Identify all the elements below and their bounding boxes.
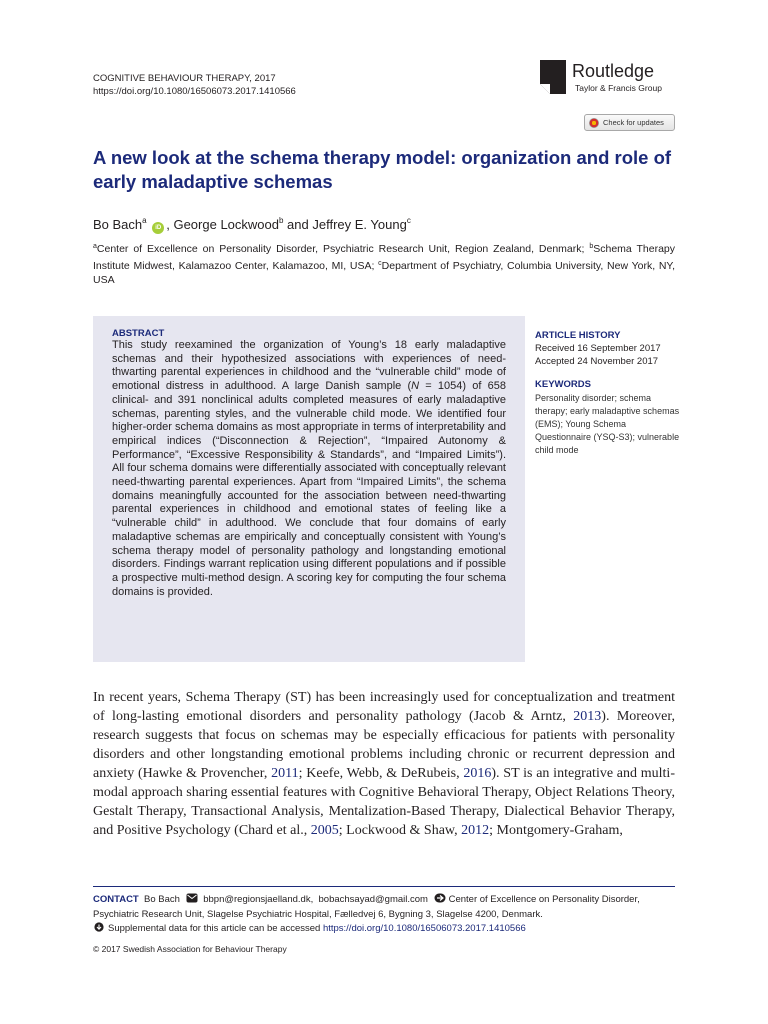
copyright: © 2017 Swedish Association for Behaviour Therapy xyxy=(93,944,287,954)
orcid-icon[interactable]: iD xyxy=(152,222,164,234)
abstract-box xyxy=(93,316,525,662)
author-name[interactable]: Jeffrey E. Young xyxy=(312,217,407,232)
keywords-heading: KEYWORDS xyxy=(535,379,591,390)
citation-link[interactable]: 2011 xyxy=(271,766,299,781)
citation-link[interactable]: 2016 xyxy=(463,766,492,781)
abstract-heading: ABSTRACT xyxy=(112,328,165,339)
author-sup: a xyxy=(142,216,147,225)
footer-rule xyxy=(93,886,675,887)
publisher-sub: Taylor & Francis Group xyxy=(575,83,662,93)
email-icon xyxy=(186,893,198,903)
author-sup: c xyxy=(406,216,411,225)
contact-email-secondary[interactable]: bobachsayad@gmail.com xyxy=(318,894,428,905)
affiliation-text: Center of Excellence on Personality Disorder, Psychiatric Research Unit, Region Zealand, Denmark; xyxy=(96,243,590,255)
received-date: Received 16 September 2017 xyxy=(535,343,661,354)
check-updates-label: Check for updates xyxy=(603,118,664,127)
author-separator: and xyxy=(283,217,313,232)
author-list xyxy=(93,211,411,235)
journal-name: COGNITIVE BEHAVIOUR THERAPY, 2017 xyxy=(93,73,276,84)
accepted-date: Accepted 24 November 2017 xyxy=(535,356,659,367)
crossmark-icon xyxy=(589,118,599,128)
citation-link[interactable]: 2013 xyxy=(573,709,602,724)
author-sup: b xyxy=(278,216,284,225)
journal-doi[interactable]: https://doi.org/10.1080/16506073.2017.1410566 xyxy=(93,86,296,97)
affiliation-sup: c xyxy=(378,259,382,267)
check-updates-button[interactable] xyxy=(584,114,675,131)
author-name[interactable]: Bo Bach xyxy=(93,217,143,232)
affiliations xyxy=(93,240,675,288)
body-paragraph: In recent years, Schema Therapy (ST) has been increasingly used for conceptualization and treatment of long-lasting emotional disorders and personality pathology (Jacob & Arntz, 2013). Moreover, research suggests that focus on schemas may be especially efficacious for patients with personality disorders and other longstanding emotional problems including chronic or recurrent depression and anxiety (Hawke & Provencher, 2011; Keefe, Webb, & DeRubeis, 2016). ST is an integrative and multi-modal approach sharing essential features with Cognitive Behavioral Therapy, Object Relations Theory, Gestalt Therapy, Transactional Analysis, Mentalization-Based Therapy, Dialectical Behavior Therapy, and Positive Psychology (Chard et al., 2005; Lockwood & Shaw, 2012; Montgomery-Graham, xyxy=(93,690,675,838)
publisher-name: Routledge xyxy=(572,61,655,81)
contact-name: Bo Bach xyxy=(144,894,180,905)
author-separator: , xyxy=(166,217,174,232)
contact-address: Center of Excellence on Personality Disorder, Psychiatric Research Unit, Slagelse Psychiatric Hospital, Fælledvej 6, Bygning 3, Slagelse 4200, Denmark. xyxy=(93,894,640,920)
citation-link[interactable]: 2012 xyxy=(461,823,490,838)
contact-email-primary[interactable]: bbpn@regionsjaelland.dk xyxy=(203,894,311,905)
supplemental-link[interactable]: https://doi.org/10.1080/16506073.2017.1410566 xyxy=(322,923,526,934)
svg-text:ROUTLEDGE: ROUTLEDGE xyxy=(521,29,527,61)
supplemental-text: Supplemental data for this article can be accessed xyxy=(108,923,323,934)
publisher-logo xyxy=(521,29,680,98)
journal-header xyxy=(93,72,296,98)
contact-heading: CONTACT xyxy=(93,894,139,905)
affiliation-text: Department of Psychiatry, Columbia University, New York, NY, USA xyxy=(93,259,675,286)
routledge-logo-icon xyxy=(521,29,566,94)
article-title: A new look at the schema therapy model: organization and role of early maladaptive schemas xyxy=(93,147,672,192)
address-icon xyxy=(434,893,446,903)
abstract-text: This study reexamined the organization of Young’s 18 early maladaptive schemas and their hypothesized associations with experiences of need-thwarting parental experiences in childhood and the “vulnerable child” mode of emotional distress in adulthood. A large Danish sample (N = 1054) of 658 clinical- and 391 nonclinical adults completed measures of early maladaptive schemas, parenting styles, and the vulnerable child mode. We identified four higher-order schema domains as most appropriate in terms of interpretability and empirical indices (“Disconnection & Rejection”, “Impaired Autonomy & Performance”, “Excessive Responsibility & Standards”, and “Impaired Limits”). All four schema domains were differentially associated with conceptually relevant need-thwarting parental experiences. Apart from “Impaired Limits”, the schema domains meaningfully accounted for the association between need-thwarting parental experiences in childhood and emotional states of feeling like a “vulnerable child” in adulthood. We conclude that four domains of early maladaptive schemas are empirically and conceptually consistent with Young’s schema therapy model of personality pathology and longstanding emotional disorders. Findings warrant replication using different populations and if possible a prospective multi-method design. A scoring key for computing the four schema domains is provided. xyxy=(112,339,507,598)
article-sidebar xyxy=(535,329,680,457)
affiliation-sup: a xyxy=(93,243,97,250)
supplemental-icon xyxy=(93,922,105,932)
contact-block: CONTACT Bo Bach bbpn@regionsjaelland.dk, bobachsayad@gmail.com Center of Excellence on Personality Disorder, Psychiatric Research Unit, Slagelse Psychiatric Hospital, Fælledvej 6, Bygning 3, Slagelse 4200, Denmark. Supplemental data for this article can be accessed https://doi.org/10.1080/16506073.2017.1410566 xyxy=(93,894,640,934)
keywords-text: Personality disorder; schema therapy; early maladaptive schemas (EMS); Young Schema Questionnaire (YSQ-S3); vulnerable child mode xyxy=(535,393,680,455)
author-name[interactable]: George Lockwood xyxy=(173,217,279,232)
affiliation-sup: b xyxy=(589,243,594,250)
citation-link[interactable]: 2005 xyxy=(310,823,339,838)
affiliation-text: Schema Therapy Institute Midwest, Kalamazoo Center, Kalamazoo, MI, USA; xyxy=(93,243,675,272)
article-history-heading: ARTICLE HISTORY xyxy=(535,330,621,341)
